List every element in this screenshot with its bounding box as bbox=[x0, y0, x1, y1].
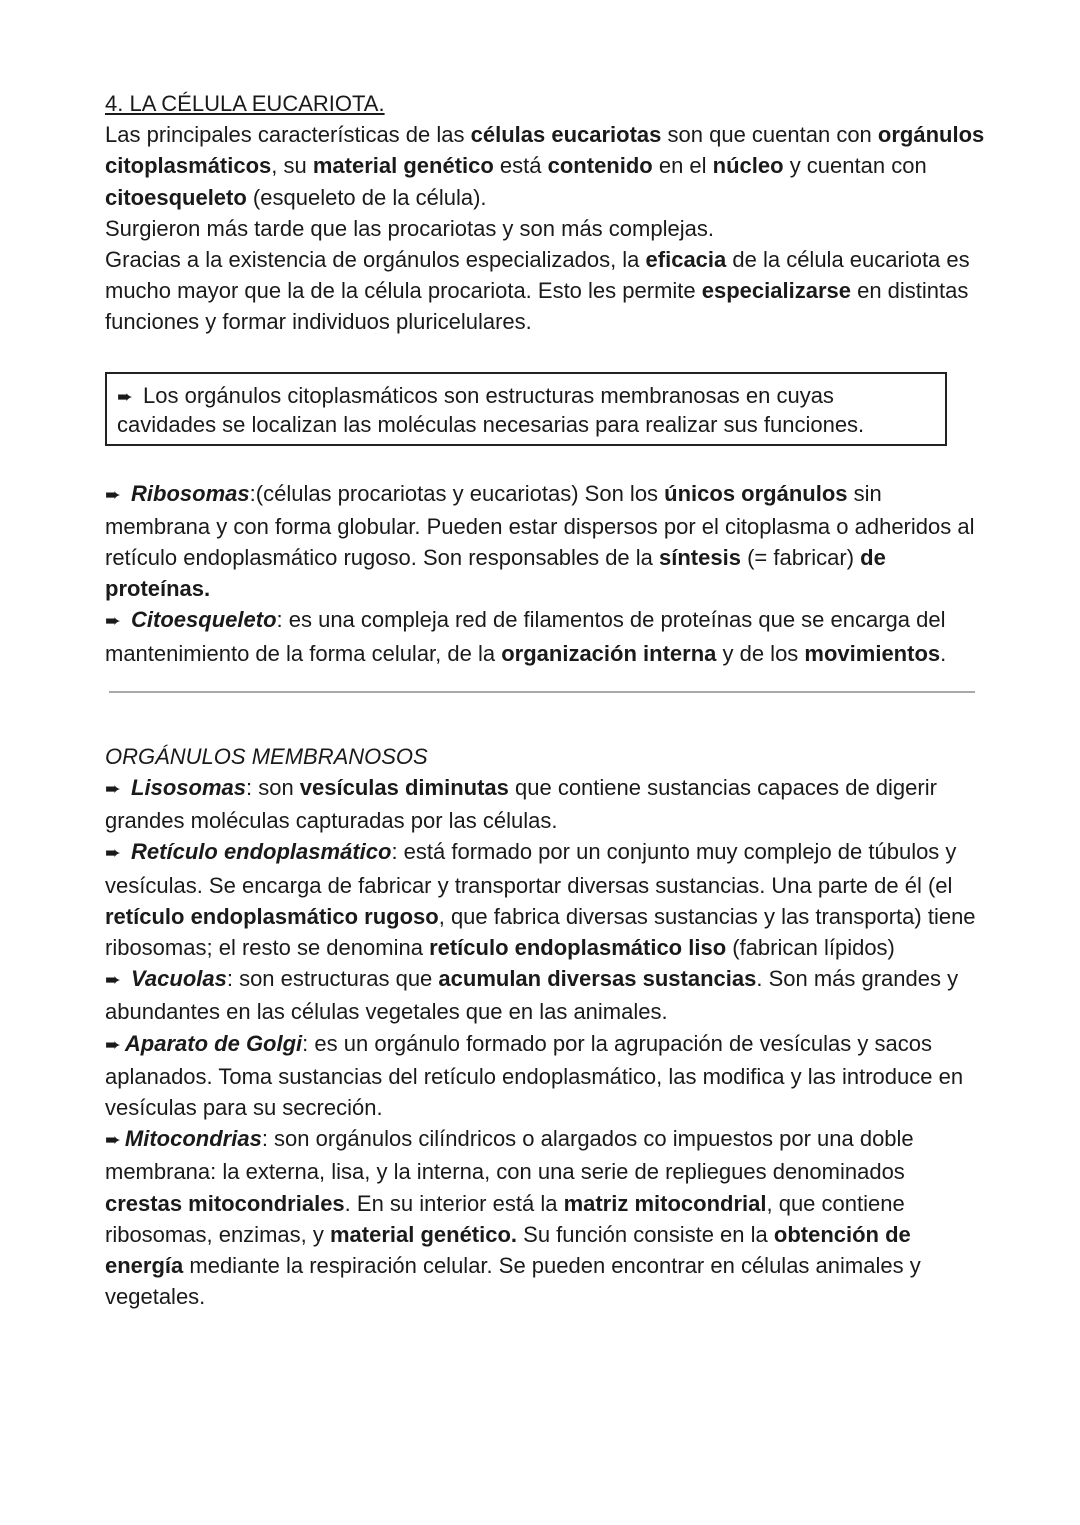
text-run: Surgieron más tarde que las procariotas y son más complejas. bbox=[105, 215, 714, 241]
intro-paragraph bbox=[105, 244, 985, 338]
section-title: 4. LA CÉLULA EUCARIOTA. bbox=[105, 91, 385, 116]
organelle-paragraph-reticulo bbox=[105, 836, 985, 963]
right-arrow-icon: ➨ bbox=[105, 779, 121, 801]
horizontal-divider bbox=[109, 691, 975, 693]
text-run: (= fabricar) bbox=[740, 545, 861, 571]
text-run: de la célula eucariota es mucho mayor que la de la célula procariota. Esto les permite bbox=[105, 247, 970, 304]
text-run: : son estructuras que bbox=[226, 966, 439, 992]
bold-term: síntesis bbox=[659, 545, 741, 571]
document-page bbox=[105, 88, 985, 1313]
text-run: que contiene sustancias capaces de digerir grandes moléculas capturadas por las células. bbox=[105, 775, 937, 834]
text-run: : es un orgánulo formado por la agrupación de vesículas y sacos aplanados. Toma sustancias del retículo endoplasmático, las modifica y las introduce en vesículas para su secreción. bbox=[105, 1030, 964, 1121]
bold-term: movimientos bbox=[804, 640, 941, 666]
organelle-paragraph-lisosomas bbox=[105, 772, 985, 836]
organelle-paragraph-citoesqueleto bbox=[105, 604, 985, 668]
bold-term: material genético. bbox=[329, 1221, 518, 1247]
bold-term: células eucariotas bbox=[470, 122, 662, 148]
bold-term: obtención de energía bbox=[105, 1221, 911, 1279]
right-arrow-icon: ➨ bbox=[105, 1130, 121, 1152]
text-run: : está formado por un conjunto muy complejo de túbulos y vesículas. Se encarga de fabricar y transportar diversas sustancias. Una parte de él (el bbox=[105, 839, 957, 898]
bold-term: crestas mitocondriales bbox=[105, 1190, 345, 1216]
text-run: y de los bbox=[716, 640, 805, 666]
bold-term: retículo endoplasmático liso bbox=[429, 935, 727, 961]
text-run: son que cuentan con bbox=[661, 122, 878, 148]
text-run: . En su interior está la bbox=[344, 1190, 564, 1216]
bold-term: acumulan diversas sustancias bbox=[438, 966, 757, 992]
bold-term: de proteínas. bbox=[105, 545, 886, 602]
text-run: : son orgánulos cilíndricos o alargados co impuestos por una doble membrana: la externa, lisa, y la interna, con una serie de repliegues denominados bbox=[105, 1126, 914, 1185]
text-run: :(células procariotas y eucariotas) Son los bbox=[249, 480, 665, 506]
emphasized-term: Aparato de Golgi bbox=[124, 1030, 303, 1056]
organelle-paragraph-vacuolas bbox=[105, 963, 985, 1027]
bold-term: matriz mitocondrial bbox=[563, 1190, 767, 1216]
emphasized-term: Lisosomas bbox=[131, 775, 246, 801]
right-arrow-icon: ➨ bbox=[105, 611, 121, 633]
organelle-paragraph-ribosomas bbox=[105, 478, 985, 605]
text-run: , que fabrica diversas sustancias y las transporta) tiene ribosomas; el resto se denomina bbox=[105, 903, 976, 961]
text-run: : es una compleja red de filamentos de proteínas que se encarga del mantenimiento de la forma celular, de la bbox=[105, 607, 946, 666]
text-run: , su bbox=[271, 153, 313, 179]
text-run: mediante la respiración celular. Se pueden encontrar en células animales y vegetales. bbox=[105, 1253, 921, 1310]
emphasized-term: Mitocondrias bbox=[124, 1126, 262, 1152]
bold-term: núcleo bbox=[712, 153, 784, 179]
emphasized-term: Citoesqueleto bbox=[131, 607, 277, 633]
bold-term: material genético bbox=[312, 153, 494, 179]
text-run: en el bbox=[652, 153, 713, 179]
right-arrow-icon: ➨ bbox=[105, 843, 121, 865]
text-run: . bbox=[940, 640, 947, 666]
intro-paragraph bbox=[105, 119, 985, 213]
text-run: (fabrican lípidos) bbox=[726, 935, 895, 961]
bold-term: vesículas diminutas bbox=[299, 775, 509, 801]
emphasized-term: Ribosomas bbox=[131, 480, 250, 506]
text-run: Su función consiste en la bbox=[517, 1221, 774, 1247]
bold-term: orgánulos citoplasmáticos bbox=[105, 122, 985, 179]
bold-term: únicos orgánulos bbox=[664, 480, 848, 506]
bold-term: especializarse bbox=[701, 278, 851, 304]
organelle-paragraph-mitocondrias bbox=[105, 1123, 985, 1312]
right-arrow-icon: ➨ bbox=[105, 1034, 121, 1056]
text-run: en distintas funciones y formar individuos pluricelulares. bbox=[105, 278, 969, 335]
emphasized-term: Retículo endoplasmático bbox=[131, 839, 392, 865]
text-run: : son bbox=[245, 775, 300, 801]
text-run: , que contiene ribosomas, enzimas, y bbox=[105, 1190, 905, 1247]
right-arrow-icon: ➨ bbox=[117, 386, 133, 408]
bold-term: eficacia bbox=[645, 247, 727, 273]
bold-term: organización interna bbox=[501, 640, 717, 666]
emphasized-term: Vacuolas bbox=[131, 966, 227, 992]
bold-term: citoesqueleto bbox=[105, 184, 247, 210]
text-run: está bbox=[493, 153, 548, 179]
bold-term: retículo endoplasmático rugoso bbox=[105, 903, 439, 929]
text-run: Los orgánulos citoplasmáticos son estructuras membranosas en cuyas cavidades se localizan las moléculas necesarias para realizar sus funciones. bbox=[117, 382, 865, 437]
text-run: y cuentan con bbox=[783, 153, 927, 179]
note-box bbox=[105, 372, 947, 446]
text-run: sin membrana y con forma globular. Pueden estar dispersos por el citoplasma o adheridos al retículo endoplasmático rugoso. Son responsables de la bbox=[105, 480, 975, 571]
right-arrow-icon: ➨ bbox=[105, 484, 121, 506]
text-run: Gracias a la existencia de orgánulos especializados, la bbox=[105, 247, 646, 273]
bold-term: contenido bbox=[547, 153, 653, 179]
text-run: . Son más grandes y abundantes en las células vegetales que en las animales. bbox=[105, 966, 959, 1025]
section-heading: ORGÁNULOS MEMBRANOSOS bbox=[105, 743, 428, 769]
right-arrow-icon: ➨ bbox=[105, 970, 121, 992]
organelle-paragraph-golgi bbox=[105, 1028, 985, 1124]
text-run: (esqueleto de la célula). bbox=[246, 184, 487, 210]
text-run: Las principales características de las bbox=[105, 122, 471, 148]
note-text bbox=[117, 382, 935, 438]
intro-paragraph bbox=[105, 213, 985, 244]
